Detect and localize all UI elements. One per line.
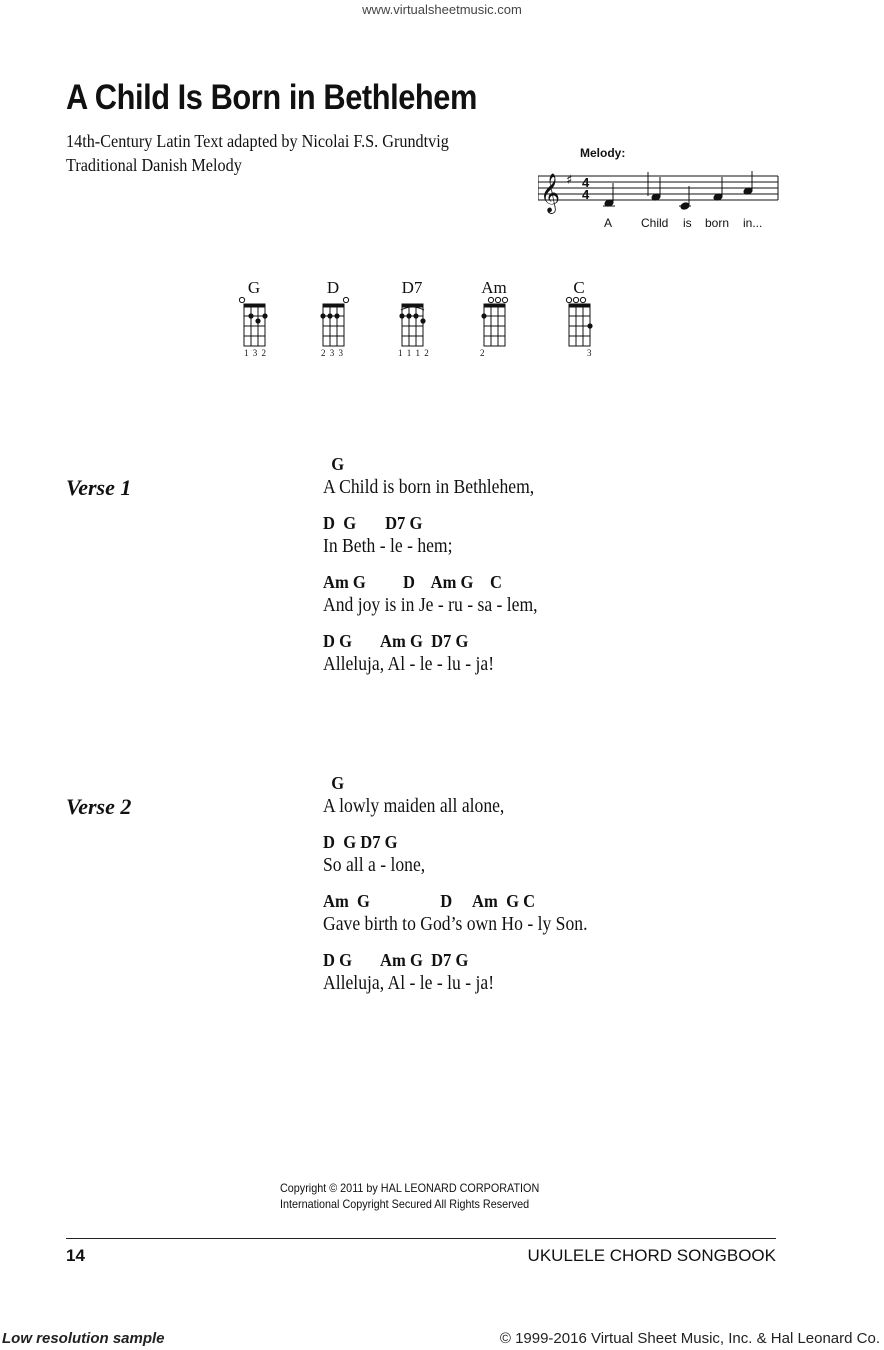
fingering: 2 3 3 [321,348,344,358]
chord-name: D7 [401,278,423,297]
lyric-line: In Beth - le - hem; [323,535,453,557]
site-url[interactable]: www.virtualsheetmusic.com [362,2,522,17]
melody-staff [538,160,780,216]
melody-lyric: in... [743,216,763,230]
chord-name: D [326,278,340,297]
melody-lyric: born [705,216,730,230]
site-copyright: © 1999-2016 Virtual Sheet Music, Inc. & Hal Leonard Co. [499,1330,880,1347]
chord-name: Am [481,278,507,297]
chord-diagram-g [224,278,284,358]
sharp-icon: ♯ [566,173,573,188]
verse-label: Verse 1 [66,475,132,500]
chord-line: D G D7 G [323,832,398,852]
credit-line-text: 14th-Century Latin Text adapted by Nicolai F.S. Grundtvig [66,131,449,151]
melody-lyric: is [683,216,692,230]
melody-lyric: Child [641,216,669,230]
chord-name: C [573,278,585,297]
verse-label: Verse 2 [66,794,132,819]
time-signature-bottom: 4 [582,187,590,202]
credit-line-melody: Traditional Danish Melody [66,155,242,175]
footer-rule [66,1238,776,1239]
fingering: 1 1 1 2 [398,348,430,358]
chord-diagram-d [303,278,363,358]
chord-line: D G Am G D7 G [323,950,469,970]
chord-line: Am G D Am G C [323,891,536,911]
lyric-line: A Child is born in Bethlehem, [323,476,535,498]
lyric-line: Alleluja, Al - le - lu - ja! [323,972,495,994]
melody-label: Melody: [580,146,626,160]
page-number: 14 [66,1246,85,1265]
lyric-line: And joy is in Je - ru - sa - lem, [323,594,538,616]
chord-line: G [323,773,345,793]
chord-diagram-d7 [382,278,442,358]
lyric-line: So all a - lone, [323,854,426,876]
time-signature-top: 4 [582,175,590,190]
lyric-line: A lowly maiden all alone, [323,795,505,817]
sample-note: Low resolution sample [2,1330,165,1347]
lyric-line: Alleluja, Al - le - lu - ja! [323,653,495,675]
chord-line: Am G D Am G C [323,572,502,592]
treble-clef-icon: 𝄞 [540,173,561,213]
chord-diagram-c [549,278,609,358]
fingering: 2 [480,348,486,358]
book-name: UKULELE CHORD SONGBOOK [527,1246,776,1265]
copyright-line: International Copyright Secured All Rights Reserved [280,1197,530,1211]
chord-line: D G Am G D7 G [323,631,469,651]
chord-line: D G D7 G [323,513,423,533]
chord-name: G [247,278,261,297]
song-title: A Child Is Born in Bethlehem [66,78,477,117]
fingering: 1 3 2 [244,348,267,358]
melody-lyric: A [604,216,613,230]
fingering: 3 [587,348,593,358]
lyric-line: Gave birth to God’s own Ho - ly Son. [323,913,588,935]
copyright-line: Copyright © 2011 by HAL LEONARD CORPORATION [280,1181,540,1195]
chord-diagram-am [464,278,524,358]
chord-line: G [323,454,345,474]
